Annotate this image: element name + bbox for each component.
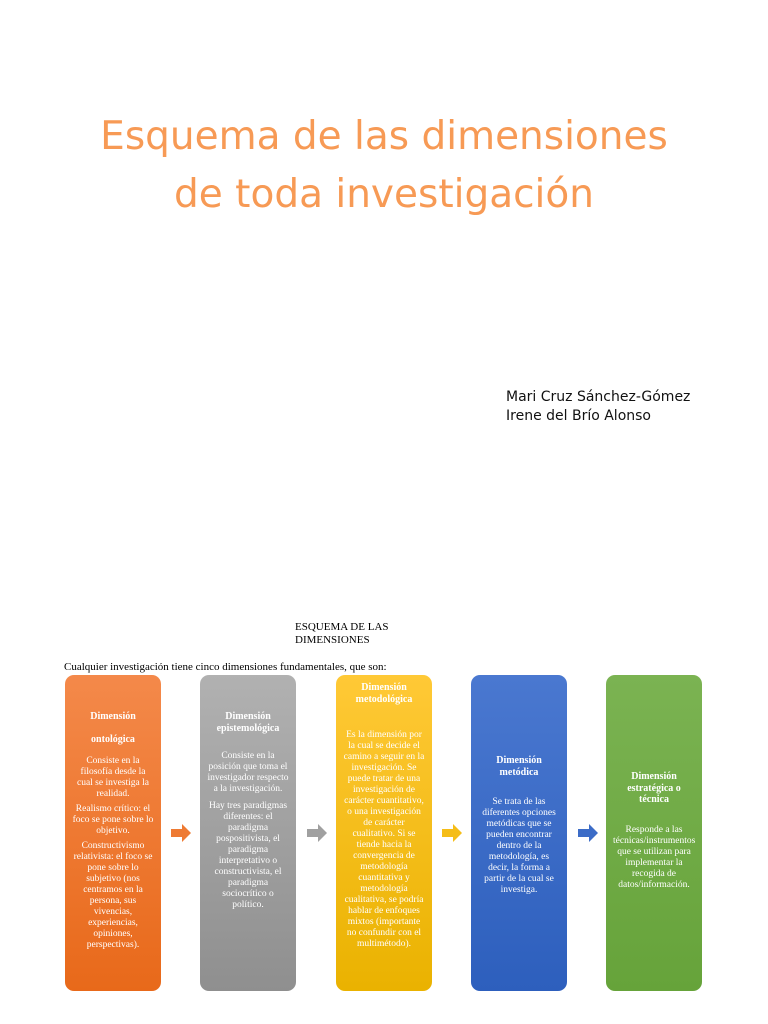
card-methodic [471,675,567,991]
card-text: Consiste en la posición que toma el investigador respecto a la investigación. [207,751,289,794]
right-arrow-icon [441,822,463,844]
authors [506,388,690,426]
author-1: Mari Cruz Sánchez-Gómez [506,389,691,405]
scheme-heading [295,621,435,647]
scheme-heading-line-2: DIMENSIONES [295,634,370,646]
card-title: Dimensión metódica [496,755,542,778]
card-text: Realismo crítico: el foco se pone sobre lo objetivo. [72,804,154,836]
card-methodological [336,675,432,991]
title-line-1: Esquema de las dimensiones [100,114,668,159]
author-2: Irene del Brío Alonso [506,408,651,424]
card-text: Es la dimensión por la cual se decide el camino a seguir en la investigación. Se puede tratar de una investigación de carácter cuantitativo, o una investigación de carácter cualitativo. Si se tiende hacia la convergencia de metodología cuantitativa y metodología cualitativa, se podría hablar de enfoques mixtos (importante no confundir con el multimétodo). [343,730,425,949]
card-strategic [606,675,702,991]
card-epistemological [200,675,296,991]
right-arrow-icon [306,822,328,844]
card-text: Se trata de las diferentes opciones metódicas que se pueden encontrar dentro de la metodología, es decir, la forma a partir de la cual se investiga. [482,797,556,895]
right-arrow-icon [577,822,599,844]
right-arrow-icon [170,822,192,844]
card-title-2: ontológica [91,733,135,745]
card-text: Consiste en la filosofía desde la cual se investiga la realidad. [76,756,149,799]
card-ontological [65,675,161,991]
card-text: Constructivismo relativista: el foco se pone sobre lo subjetivo (nos centramos en la persona, sus vivencias, experiencias, opiniones, perspectivas). [73,841,153,950]
scheme-heading-line-1: ESQUEMA DE LAS [295,621,389,633]
card-title: Dimensión epistemológica [216,711,280,734]
card-text: Responde a las técnicas/instrumentos que se utilizan para implementar la recogida de datos/información. [613,824,696,890]
card-title: Dimensión estratégica o técnica [627,771,681,805]
document-title [0,108,768,224]
title-line-2: de toda investigación [174,172,594,217]
card-title: Dimensión [90,711,136,722]
card-title: Dimensión metodológica [355,682,413,705]
card-text: Hay tres paradigmas diferentes: el paradigma pospositivista, el paradigma interpretativo o constructivista, el paradigma sociocrítico o político. [208,801,288,910]
intro-text: Cualquier investigación tiene cinco dimensiones fundamentales, que son: [64,661,387,673]
